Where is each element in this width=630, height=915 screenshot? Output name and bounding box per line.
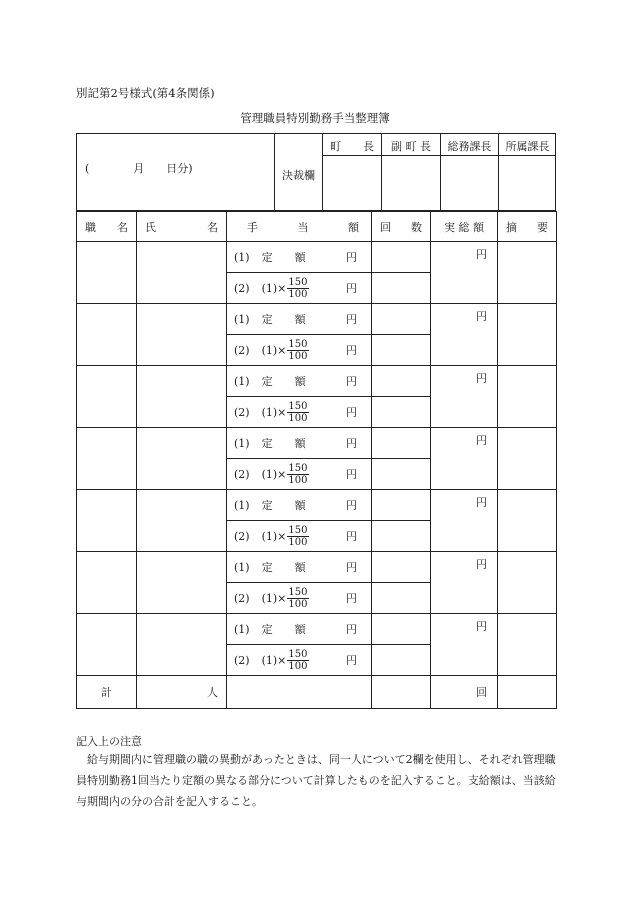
remarks-cell[interactable] [498,614,557,676]
notes-body: 給与期間内に管理職の職の異動があったときは、同一人について2欄を使用し、それぞれ管理職員特別勤務1回当たり定額の異なる部分について計算したものを記入すること。支給額は、当該給与期間内の分の合計を記入すること。 [76,753,556,808]
entry-row [77,490,557,521]
count-cell[interactable] [372,428,431,459]
fixed-amount-cell[interactable]: (1) 定 額 円 [227,304,372,335]
entry-row [77,242,557,273]
name-cell[interactable] [137,428,227,490]
kessai-label: 決裁欄 [282,169,315,182]
fixed-amount-cell[interactable]: (1) 定 額 円 [227,428,372,459]
footer-kei: 計 [77,676,137,709]
count-cell[interactable] [372,521,431,552]
form-number-label: 別記第2号様式(第4条関係) [76,86,215,100]
multiplied-amount-cell[interactable]: (2) (1)× $\frac{150}{100}$ 円 [227,583,372,614]
entry-row [77,304,557,335]
multiplied-amount-cell[interactable]: (2) (1)× $\frac{150}{100}$ 円 [227,335,372,366]
approval-header-mayor: 町 長 [330,140,374,153]
entry-row [77,614,557,645]
stamp-cell-deputy-mayor[interactable] [382,156,440,211]
total-amount-cell[interactable]: 円 [431,614,498,676]
fraction: $\frac{150}{100}$ [288,338,308,362]
fixed-amount-cell[interactable]: (1) 定 額 円 [227,614,372,645]
position-cell[interactable] [77,552,137,614]
fixed-amount-cell[interactable]: (1) 定 額 円 [227,242,372,273]
position-cell[interactable] [77,614,137,676]
count-cell[interactable] [372,490,431,521]
remarks-cell[interactable] [498,242,557,304]
entry-row [77,366,557,397]
multiplied-amount-cell[interactable]: (2) (1)× $\frac{150}{100}$ 円 [227,645,372,676]
name-cell[interactable] [137,490,227,552]
total-amount-cell[interactable]: 円 [431,428,498,490]
total-amount-cell[interactable]: 円 [431,490,498,552]
stamp-cell-department-chief[interactable] [499,156,556,211]
count-cell[interactable] [372,397,431,428]
multiplied-amount-cell[interactable]: (2) (1)× $\frac{150}{100}$ 円 [227,273,372,304]
header-allowance: 手 当 額 [227,212,372,242]
count-cell[interactable] [372,366,431,397]
header-total: 実 総 額 [431,212,498,242]
position-cell[interactable] [77,428,137,490]
total-amount-cell[interactable]: 円 [431,242,498,304]
position-cell[interactable] [77,304,137,366]
remarks-cell[interactable] [498,552,557,614]
header-count: 回 数 [372,212,431,242]
remarks-cell[interactable] [498,428,557,490]
footer-remarks-cell[interactable] [498,676,557,709]
remarks-cell[interactable] [498,304,557,366]
count-cell[interactable] [372,273,431,304]
position-cell[interactable] [77,366,137,428]
footer-kai: 回 [431,676,498,709]
multiplied-amount-cell[interactable]: (2) (1)× $\frac{150}{100}$ 円 [227,397,372,428]
footer-nin: 人 [137,676,227,709]
count-cell[interactable] [372,614,431,645]
name-cell[interactable] [137,242,227,304]
count-cell[interactable] [372,304,431,335]
fraction: $\frac{150}{100}$ [288,586,308,610]
fraction: $\frac{150}{100}$ [288,648,308,672]
count-cell[interactable] [372,583,431,614]
total-amount-cell[interactable]: 円 [431,366,498,428]
approval-header-deputy-mayor: 副 町 長 [391,140,431,153]
multiplied-amount-cell[interactable]: (2) (1)× $\frac{150}{100}$ 円 [227,521,372,552]
approval-header-general-affairs-chief: 総務課長 [447,140,492,153]
remarks-cell[interactable] [498,366,557,428]
name-cell[interactable] [137,552,227,614]
footer-allowance-cell[interactable] [227,676,372,709]
stamp-cell-mayor[interactable] [323,156,381,211]
fraction: $\frac{150}{100}$ [288,524,308,548]
entry-row [77,428,557,459]
total-amount-cell[interactable]: 円 [431,304,498,366]
approval-box [76,133,556,211]
total-amount-cell[interactable]: 円 [431,552,498,614]
position-cell[interactable] [77,490,137,552]
fixed-amount-cell[interactable]: (1) 定 額 円 [227,366,372,397]
name-cell[interactable] [137,304,227,366]
fixed-amount-cell[interactable]: (1) 定 額 円 [227,490,372,521]
fraction: $\frac{150}{100}$ [288,276,308,300]
approval-header-department-chief: 所属課長 [505,140,550,153]
footer-count-cell[interactable] [372,676,431,709]
header-remarks: 摘 要 [498,212,557,242]
date-field: ( 月 日分) [85,162,193,175]
stamp-cell-general-affairs-chief[interactable] [441,156,498,211]
table-header-row [77,212,557,242]
form-title: 管理職員特別勤務手当整理簿 [240,111,390,125]
fixed-amount-cell[interactable]: (1) 定 額 円 [227,552,372,583]
table-footer-row [77,676,557,709]
name-cell[interactable] [137,614,227,676]
multiplied-amount-cell[interactable]: (2) (1)× $\frac{150}{100}$ 円 [227,459,372,490]
notes-title: 記入上の注意 [76,735,142,748]
count-cell[interactable] [372,459,431,490]
allowance-table [76,211,557,709]
count-cell[interactable] [372,335,431,366]
remarks-cell[interactable] [498,490,557,552]
position-cell[interactable] [77,242,137,304]
fraction: $\frac{150}{100}$ [288,400,308,424]
entry-row [77,552,557,583]
header-name: 氏 名 [137,212,227,242]
count-cell[interactable] [372,242,431,273]
count-cell[interactable] [372,552,431,583]
header-position: 職 名 [77,212,137,242]
name-cell[interactable] [137,366,227,428]
count-cell[interactable] [372,645,431,676]
fraction: $\frac{150}{100}$ [288,462,308,486]
